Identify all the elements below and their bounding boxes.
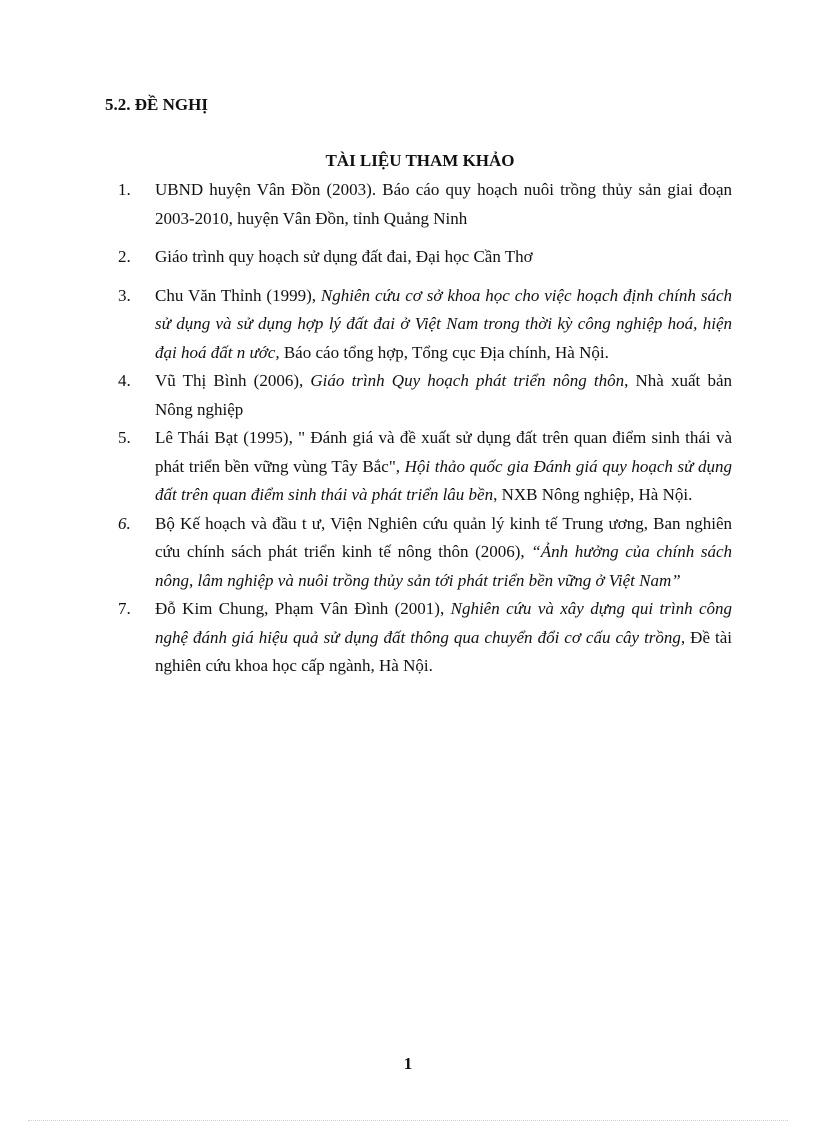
reference-number: 1. [118, 180, 131, 199]
reference-author: Chu Văn Thỉnh (1999), [155, 285, 321, 305]
reference-item [118, 176, 732, 233]
reference-number: 6. [118, 513, 131, 533]
reference-item [118, 424, 732, 510]
reference-title: Nghiên cứu cơ sở khoa học cho việc hoạch định chính sách sử dụng và sử dụng hợp lý đất đai ở Việt Nam trong thời kỳ công nghiệp hoá, hiện đại hoá đất n ước, [155, 285, 732, 362]
reference-text: Giáo trình quy hoạch sử dụng đất đai, Đại học Cần Thơ [155, 247, 533, 266]
reference-source: , Nhà xuất bản Nông nghiệp [155, 371, 732, 419]
section-heading: 5.2. ĐỀ NGHỊ [105, 95, 208, 114]
reference-text: UBND huyện Vân Đồn (2003). Báo cáo quy hoạch nuôi trồng thủy sản giai đoạn 2003-2010, huyện Vân Đồn, tỉnh Quảng Ninh [155, 180, 732, 228]
reference-number: 2. [118, 247, 131, 266]
reference-number: 7. [118, 599, 131, 618]
reference-title: Nghiên cứu và xây dựng qui trình công nghệ đánh giá hiệu quả sử dụng đất thông qua chuyển đổi cơ cấu cây trồng [155, 599, 732, 647]
reference-source: , Đề tài nghiên cứu khoa học cấp ngành, Hà Nội. [155, 627, 732, 675]
reference-item [118, 595, 732, 681]
reference-author: Vũ Thị Bình (2006), [155, 371, 311, 390]
reference-author: Đỗ Kim Chung, Phạm Vân Đình (2001), [155, 599, 451, 618]
references-title: TÀI LIỆU THAM KHẢO [325, 151, 515, 170]
reference-source: , NXB Nông nghiệp, Hà Nội. [493, 485, 693, 504]
reference-number: 5. [118, 428, 131, 447]
references-list [118, 176, 732, 681]
reference-item [118, 367, 732, 424]
reference-item [118, 282, 732, 368]
reference-title: “Ảnh hưởng của chính sách nông, lâm nghiệp và nuôi trồng thủy sản tới phát triển bền vững ở Việt Nam” [155, 542, 732, 590]
reference-item [118, 510, 732, 596]
page-number: 1 [403, 1054, 413, 1073]
reference-author: Lê Thái Bạt (1995), " Đánh giá và đề xuất sử dụng đất trên quan điểm sinh thái và phát triển bền vững vùng Tây Bắc", [155, 428, 732, 476]
page-bottom-divider [28, 1120, 788, 1121]
reference-author: Bộ Kế hoạch và đầu t ư, Viện Nghiên cứu quản lý kinh tế Trung ương, Ban nghiên cứu chính sách phát triển kinh tế nông thôn (2006), [155, 513, 732, 561]
reference-number: 4. [118, 371, 131, 390]
reference-source: Báo cáo tổng hợp, Tổng cục Địa chính, Hà Nội. [279, 342, 609, 362]
reference-number: 3. [118, 285, 131, 305]
reference-title: Hội thảo quốc gia Đánh giá quy hoạch sử dụng đất trên quan điểm sinh thái và phát triển lâu bền [155, 456, 732, 504]
reference-title: Giáo trình Quy hoạch phát triển nông thôn [310, 371, 625, 390]
reference-item [118, 243, 732, 272]
